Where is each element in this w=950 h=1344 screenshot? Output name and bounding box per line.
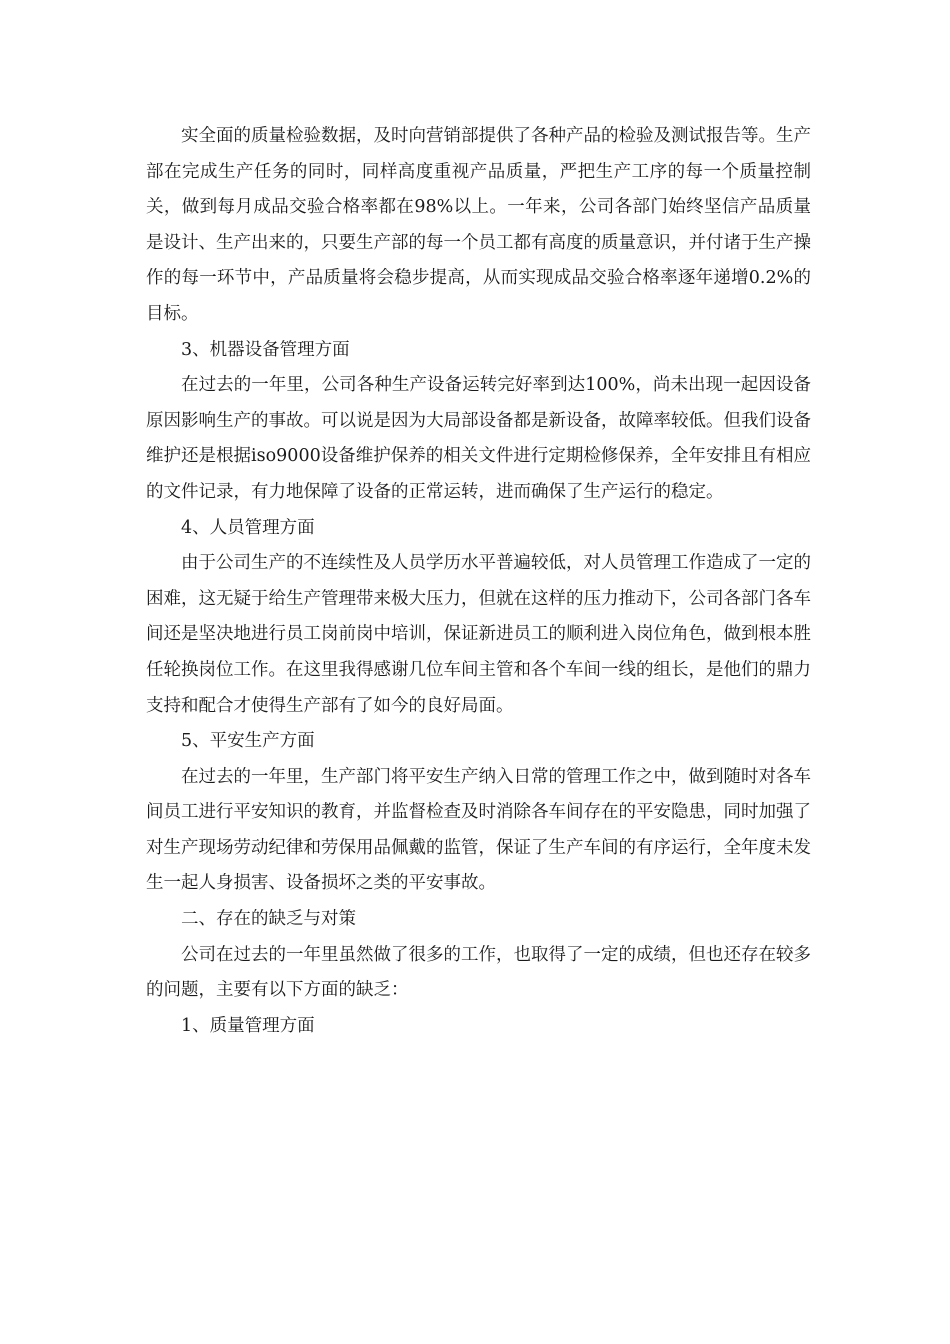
paragraph-personnel-management: 由于公司生产的不连续性及人员学历水平普遍较低，对人员管理工作造成了一定的困难，这无疑于给生产管理带来极大压力，但就在这样的压力推动下，公司各部门各车间还是坚决地进行员工岗前岗中培训，保证新进员工的顺利进入岗位角色，做到根本胜任轮换岗位工作。在这里我得感谢几位车间主管和各个车间一线的组长，是他们的鼎力支持和配合才使得生产部有了如今的良好局面。 xyxy=(146,553,811,716)
heading-quality-management: 1、质量管理方面 xyxy=(181,1015,315,1036)
heading-safe-production: 5、平安生产方面 xyxy=(181,731,315,752)
heading-equipment-management: 3、机器设备管理方面 xyxy=(181,339,350,360)
paragraph-quality-results: 实全面的质量检验数据，及时向营销部提供了各种产品的检验及测试报告等。生产部在完成生产任务的同时，同样高度重视产品质量，严把生产工序的每一个质量控制关，做到每月成品交验合格率都在98%以上。一年来，公司各部门始终坚信产品质量是设计、生产出来的，只要生产部的每一个员工都有高度的质量意识，并付诸于生产操作的每一环节中，产品质量将会稳步提高，从而实现成品交验合格率逐年递增0.2%的目标。 xyxy=(146,126,811,324)
document-body xyxy=(146,119,811,1044)
paragraph-shortcomings: 公司在过去的一年里虽然做了很多的工作，也取得了一定的成绩，但也还存在较多的问题，主要有以下方面的缺乏： xyxy=(146,944,811,1001)
paragraph-equipment-management: 在过去的一年里，公司各种生产设备运转完好率到达100%，尚未出现一起因设备原因影响生产的事故。可以说是因为大局部设备都是新设备，故障率较低。但我们设备维护还是根据iso9000设备维护保养的相关文件进行定期检修保养，全年安排且有相应的文件记录，有力地保障了设备的正常运转，进而确保了生产运行的稳定。 xyxy=(146,375,811,502)
heading-shortcomings: 二、存在的缺乏与对策 xyxy=(181,909,356,930)
paragraph-safe-production: 在过去的一年里，生产部门将平安生产纳入日常的管理工作之中，做到随时对各车间员工进行平安知识的教育，并监督检查及时消除各车间存在的平安隐患，同时加强了对生产现场劳动纪律和劳保用品佩戴的监管，保证了生产车间的有序运行，全年度未发生一起人身损害、设备损坏之类的平安事故。 xyxy=(146,766,811,894)
heading-personnel-management: 4、人员管理方面 xyxy=(181,517,315,538)
